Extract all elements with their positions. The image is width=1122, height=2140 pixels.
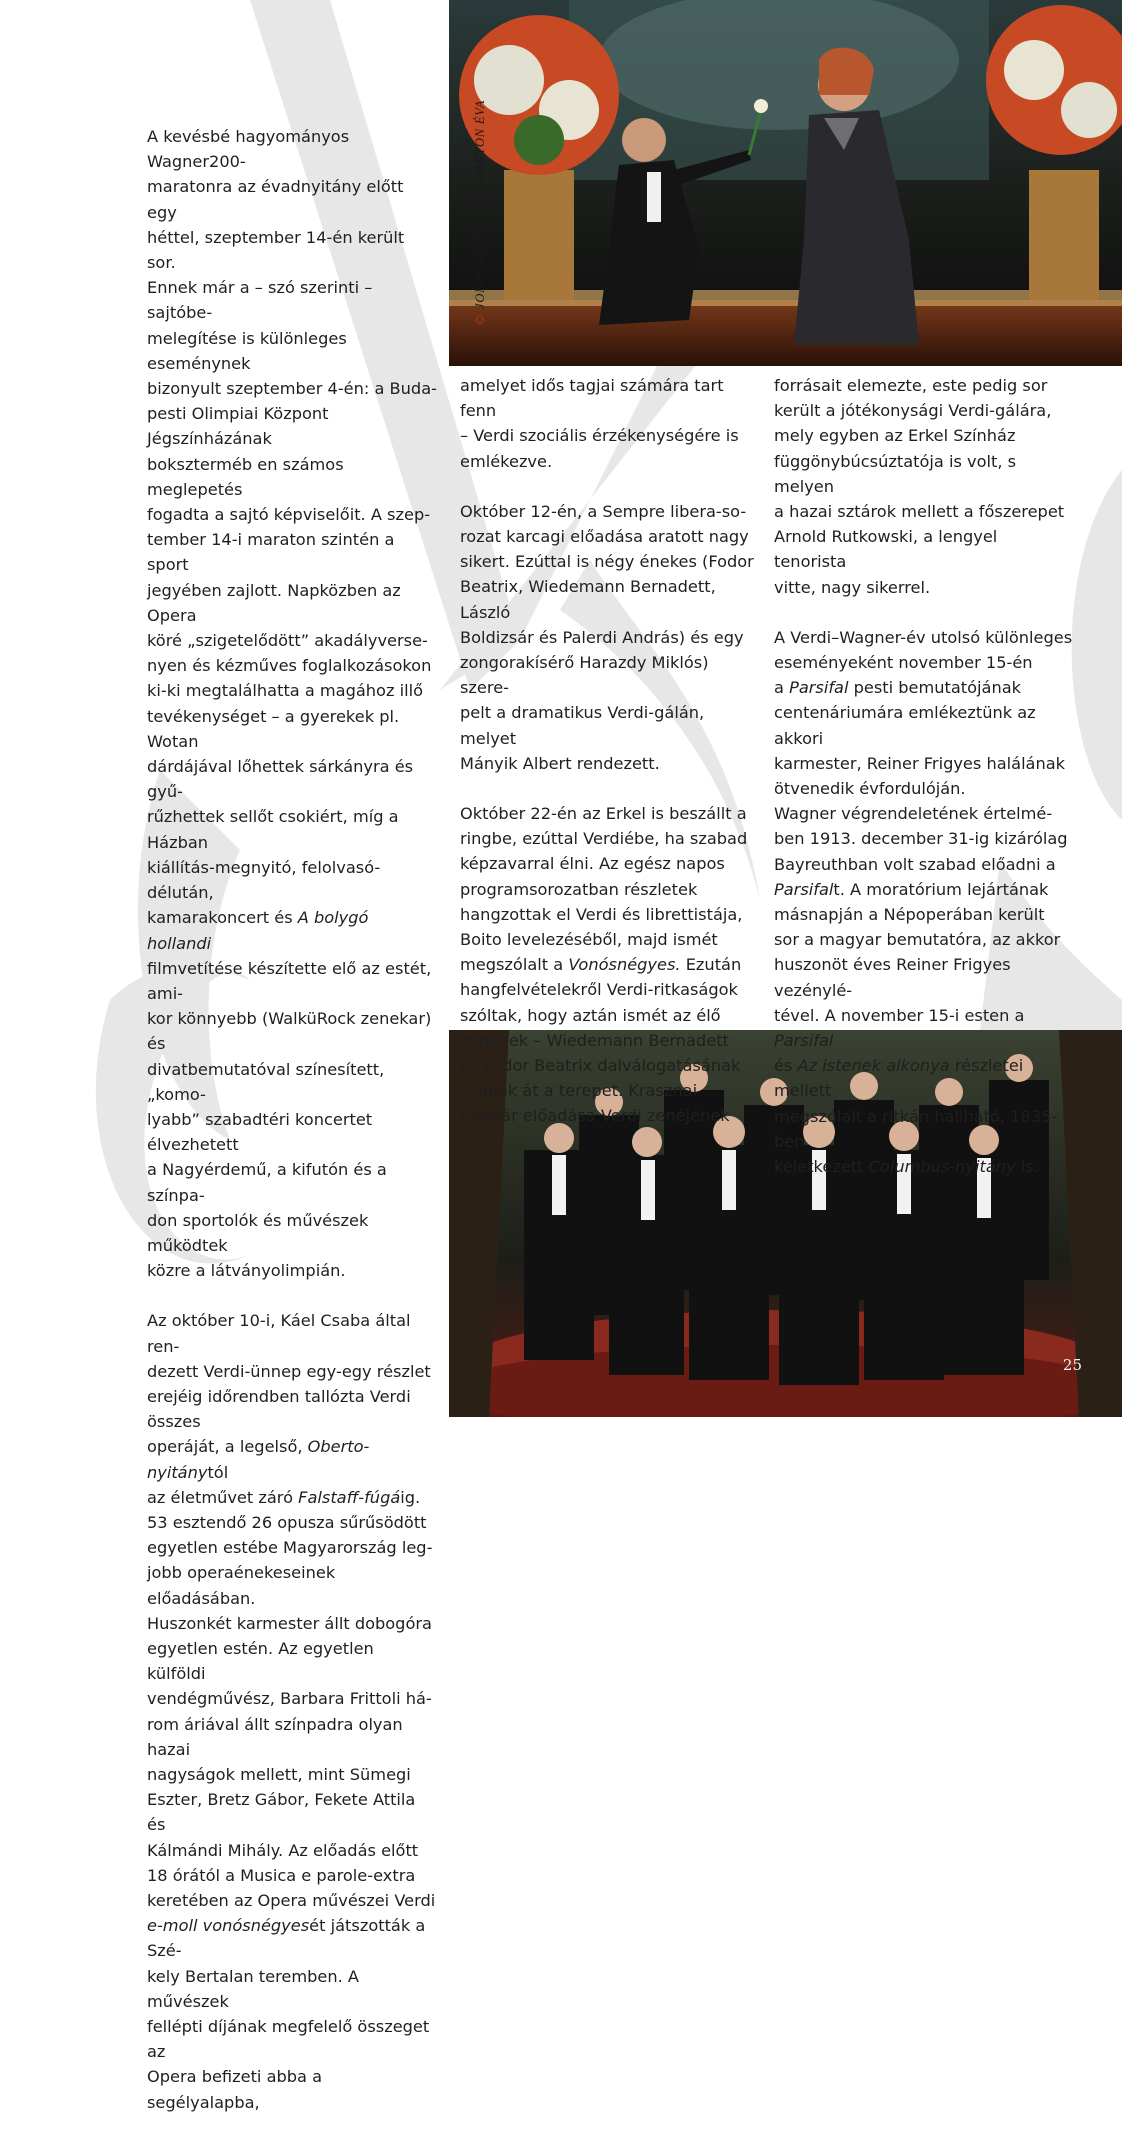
text-line: programsorozatban részletek <box>460 879 698 899</box>
text-line: az életművet záró Falstaff-fúgáig. <box>147 1487 421 1507</box>
text-line: zenének – Wiedemann Bernadett <box>460 1030 729 1050</box>
text-line: A Verdi–Wagner-év utolsó különleges <box>774 627 1073 647</box>
text-line: tember 14-i maraton szintén a sport <box>147 530 395 575</box>
text-line: Eszter, Bretz Gábor, Fekete Attila és <box>147 1790 416 1835</box>
text-line: tevékenységet – a gyerekek pl. Wotan <box>147 706 400 751</box>
text-line: keletkezett Columbus-nyitány is. <box>774 1157 1039 1177</box>
italic-title: Az istenek alkonya <box>797 1056 950 1076</box>
text-line: Mányik Albert rendezett. <box>460 753 660 773</box>
text-line: dezett Verdi-ünnep egy-egy részlet <box>147 1361 431 1381</box>
text-line: megszólalt a Vonósnégyes. Ezután <box>460 955 742 975</box>
paragraph <box>774 373 1074 600</box>
page-number: 25 <box>1062 1356 1082 1374</box>
text-line: Arnold Rutkowski, a lengyel tenorista <box>774 527 998 572</box>
text-line: bizonyult szeptember 4-én: a Buda- <box>147 379 437 399</box>
italic-title: Vonósnégyes. <box>568 955 681 975</box>
text-line: rűzhettek sellőt csokiért, míg a Házban <box>147 807 399 852</box>
text-line: kiállítás-megnyitó, felolvasó-délután, <box>147 857 381 903</box>
text-line: dárdájával lőhettek sárkányra és gyű- <box>147 757 414 802</box>
photo-kaufmann-marton <box>449 0 1122 366</box>
text-line: erejéig időrendben tallózta Verdi összes <box>147 1386 411 1432</box>
text-line: Boito levelezéséből, majd ismét <box>460 930 718 950</box>
text-line: nagyságok mellett, mint Sümegi <box>147 1765 411 1784</box>
text-line: hangfelvételekről Verdi-ritkaságok <box>460 980 738 1000</box>
text-line: sikert. Ezúttal is négy énekes (Fodor <box>460 552 754 572</box>
text-line: Bayreuthban volt szabad előadni a <box>774 854 1056 874</box>
paragraph <box>147 1308 437 2115</box>
text-line: ötvenedik évfordulóján. <box>774 779 966 799</box>
text-line: a Nagyérdemű, a kifutón és a színpa- <box>147 1160 387 1205</box>
text-line: és Az istenek alkonya részletei mellett <box>774 1056 1024 1101</box>
text-line: rom áriával állt színpadra olyan hazai <box>147 1714 403 1759</box>
text-line: tével. A november 15-i esten a Parsifal <box>774 1005 1025 1051</box>
text-line: vendégművész, Barbara Frittoli há- <box>147 1689 432 1709</box>
text-line: rozat karcagi előadása aratott nagy <box>460 527 749 547</box>
text-line: 53 esztendő 26 opusza sűrűsödött <box>147 1512 427 1532</box>
text-line: szóltak, hogy aztán ismét az élő <box>460 1005 721 1025</box>
italic-title: Oberto-nyitány <box>147 1437 370 1482</box>
text-line: Huszonkét karmester állt dobogóra <box>147 1613 432 1633</box>
text-line: Kálmándi Mihály. Az előadás előtt <box>147 1840 419 1860</box>
text-line: centenáriumára emlékeztünk az akkori <box>774 703 1036 748</box>
text-line: került a jótékonysági Verdi-gálára, <box>774 401 1052 421</box>
text-line: zongorakísérő Harazdy Miklós) szere- <box>460 653 709 698</box>
italic-title: A bolygó hollandi <box>147 908 369 953</box>
text-line: közre a látványolimpián. <box>147 1261 346 1281</box>
italic-title: Parsifal <box>789 678 849 698</box>
text-line: jegyében zajlott. Napközben az Opera <box>147 580 401 625</box>
text-line: ringbe, ezúttal Verdiébe, ha szabad <box>460 829 748 849</box>
text-line: e-moll vonósnégyesét játszották a Szé- <box>147 1916 426 1961</box>
text-line: Október 12-én, a Sempre libera-so- <box>460 501 747 521</box>
text-line: fogadta a sajtó képviselőit. A szep- <box>147 505 431 525</box>
text-line: emlékezve. <box>460 451 553 471</box>
text-line: Október 22-én az Erkel is beszállt a <box>460 804 747 824</box>
text-line: – Verdi szociális érzékenységére is <box>460 426 739 446</box>
text-line: amelyet idős tagjai számára tart fenn <box>460 376 724 421</box>
text-line: 18 órától a Musica e parole-extra <box>147 1865 416 1885</box>
italic-title: Columbus-nyitány <box>868 1157 1016 1177</box>
text-line: megszólalt a ritkán hallható, 1835-ben <box>774 1106 1058 1151</box>
right-script-loop <box>1072 470 1122 820</box>
text-line: egyetlen estén. Az egyetlen külföldi <box>147 1638 374 1684</box>
text-line: eseményeként november 15-én <box>774 653 1033 673</box>
text-line: huszonöt éves Reiner Frigyes vezénylé- <box>774 955 1011 1000</box>
text-line: – adják át a terepet. Krasznai <box>460 1081 698 1101</box>
italic-title: Parsifal <box>774 1031 834 1051</box>
text-line: egyetlen estébe Magyarország leg- <box>147 1538 433 1558</box>
text-line: melegítése is különleges eseménynek <box>147 328 347 373</box>
text-column-1 <box>147 124 437 2140</box>
text-line: lyabb” szabadtéri koncertet élvezhetett <box>147 1109 373 1155</box>
text-line: keretében az Opera művészei Verdi <box>147 1891 436 1911</box>
right-column <box>1029 170 1099 300</box>
text-line: jobb operaénekeseinek előadásában. <box>147 1563 336 1608</box>
text-line: ki-ki megtalálhatta a magához illő <box>147 681 424 701</box>
caption-text: JONAS KAUFMANN, MARTON ÉVA <box>473 99 487 309</box>
text-line: köré „szigetelődött” akadályverse- <box>147 631 428 651</box>
text-line: kor könnyebb (WalküRock zenekar) és <box>147 1009 432 1054</box>
photo-caption <box>470 70 490 330</box>
text-line: Gáspár előadása Verdi zenéjének <box>460 1106 730 1126</box>
text-line: hangzottak el Verdi és librettistája, <box>460 904 743 924</box>
text-line: vitte, nagy sikerrel. <box>774 577 931 597</box>
left-column <box>504 170 574 300</box>
text-line: kamarakoncert és A bolygó hollandi <box>147 908 369 953</box>
text-line: A kevésbé hagyományos Wagner200- <box>147 127 350 172</box>
text-line: Az október 10-i, Káel Csaba által ren- <box>147 1311 411 1356</box>
paragraph <box>460 499 760 776</box>
text-line: kely Bertalan teremben. A művészek <box>147 1966 359 2011</box>
text-line: pesti Olimpiai Központ Jégszínházának <box>147 404 329 449</box>
text-line: maratonra az évadnyitány előtt egy <box>147 177 404 222</box>
paragraph <box>147 124 437 1283</box>
copyright-mark: © <box>472 315 487 325</box>
italic-title: e-moll vonósnégyes <box>147 1916 310 1936</box>
text-line: bokszterméb en számos meglepetés <box>147 454 344 499</box>
paragraph <box>460 373 760 474</box>
text-column-2 <box>460 373 760 1154</box>
text-line: Opera befizeti abba a segélyalapba, <box>147 2067 323 2112</box>
text-line: forrásait elemezte, este pedig sor <box>774 376 1048 395</box>
text-line: mely egyben az Erkel Színház <box>774 426 1016 446</box>
paragraph <box>774 625 1074 1179</box>
text-line: filmvetítése készítette elő az estét, ami- <box>147 958 432 1003</box>
italic-title: Falstaff-fúgá <box>298 1487 401 1507</box>
text-line: nyen és kézműves foglalkozásokon <box>147 656 432 676</box>
paragraph <box>460 801 760 1129</box>
text-line: a Parsifal pesti bemutatójának <box>774 678 1022 698</box>
text-line: Beatrix, Wiedemann Bernadett, László <box>460 577 716 622</box>
text-line: Ennek már a – szó szerinti – sajtóbe- <box>147 278 373 323</box>
text-line: operáját, a legelső, Oberto-nyitánytól <box>147 1437 370 1482</box>
text-line: képzavarral élni. Az egész napos <box>460 854 725 874</box>
text-line: pelt a dramatikus Verdi-gálán, melyet <box>460 703 705 748</box>
text-line: Parsifalt. A moratórium lejártának <box>774 879 1049 899</box>
text-line: don sportolók és művészek működtek <box>147 1210 369 1255</box>
text-line: héttel, szeptember 14-én került sor. <box>147 227 405 273</box>
text-line: ben 1913. december 31-ig kizárólag <box>774 829 1068 849</box>
text-line: sor a magyar bemutatóra, az akkor <box>774 930 1061 950</box>
italic-title: Parsifal <box>774 879 834 899</box>
text-line: és Fodor Beatrix dalválogatásának <box>460 1056 741 1076</box>
text-line: divatbemutatóval színesített, „komo- <box>147 1059 385 1104</box>
text-line: Boldizsár és Palerdi András) és egy <box>460 627 744 647</box>
text-line: függönybúcsúztatója is volt, s melyen <box>774 451 1017 496</box>
text-line: másnapján a Népoperában került <box>774 905 1045 925</box>
text-line: karmester, Reiner Frigyes halálának <box>774 753 1066 773</box>
text-column-3 <box>774 373 1074 1204</box>
text-line: a hazai sztárok mellett a főszerepet <box>774 502 1065 522</box>
text-line: Wagner végrendeletének értelmé- <box>774 804 1053 824</box>
text-line: fellépti díjának megfelelő összeget az <box>147 2017 430 2062</box>
